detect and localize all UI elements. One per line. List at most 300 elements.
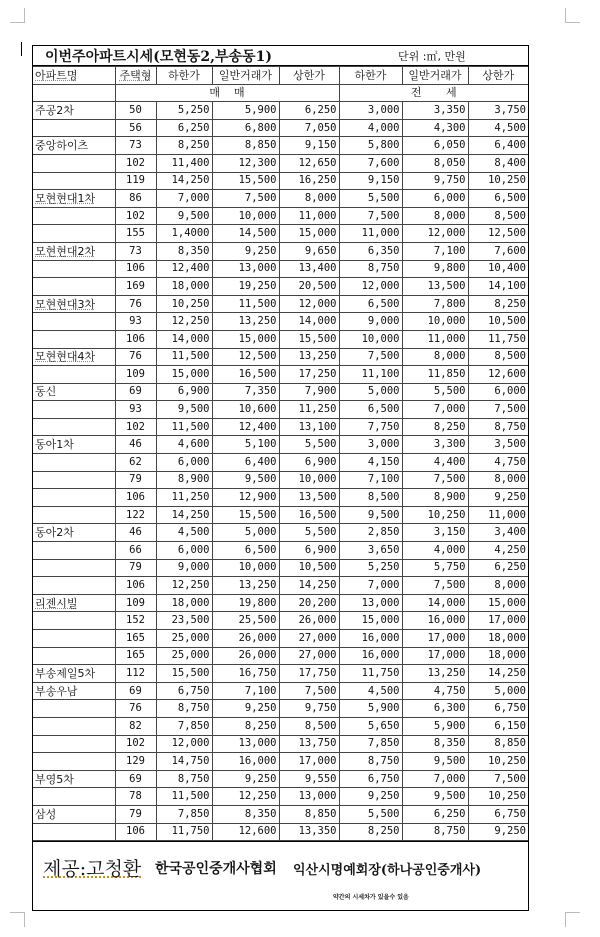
cell-unit-type: 69: [115, 682, 156, 700]
cell-sale-high: 7,500: [279, 682, 339, 700]
cell-apartment-name: [33, 612, 115, 630]
disclaimer-note: 약간의 시세차가 있을수 있음: [333, 894, 409, 902]
cell-apartment-name: [33, 753, 115, 771]
table-row: [33, 682, 528, 700]
cell-sale-low: 15,000: [156, 366, 212, 384]
cell-sale-low: 10,250: [156, 295, 212, 313]
cell-jeonse-avg: 8,000: [402, 348, 468, 366]
cell-apartment-name: [33, 717, 115, 735]
cell-sale-high: 11,250: [279, 401, 339, 419]
cell-sale-low: 25,000: [156, 630, 212, 648]
cell-sale-high: 13,500: [279, 489, 339, 507]
cell-jeonse-low: 11,750: [339, 665, 402, 683]
cell-jeonse-low: 7,600: [339, 154, 402, 172]
cell-apartment-name: [33, 823, 115, 841]
cell-sale-high: 12,650: [279, 154, 339, 172]
sheet-title: 이번주아파트시세(모현동2,부송동1): [45, 48, 272, 65]
cell-jeonse-avg: 9,500: [402, 753, 468, 771]
cell-sale-avg: 12,250: [212, 788, 279, 806]
cell-sale-low: 25,000: [156, 647, 212, 665]
cell-jeonse-high: 10,400: [468, 260, 528, 278]
table-row: [33, 612, 528, 630]
cell-sale-avg: 15,500: [212, 506, 279, 524]
cell-jeonse-avg: 5,900: [402, 717, 468, 735]
table-row: [33, 471, 528, 489]
cell-apartment-name: [33, 788, 115, 806]
cell-jeonse-low: 12,000: [339, 278, 402, 296]
cell-jeonse-avg: 6,250: [402, 805, 468, 823]
cell-sale-low: 11,500: [156, 418, 212, 436]
text-cursor: [21, 42, 22, 56]
cell-unit-type: 79: [115, 805, 156, 823]
cell-jeonse-avg: 9,800: [402, 260, 468, 278]
cell-sale-low: 11,400: [156, 154, 212, 172]
table-row: [33, 647, 528, 665]
cell-jeonse-low: 5,000: [339, 383, 402, 401]
cell-sale-low: 11,250: [156, 489, 212, 507]
table-row: [33, 313, 528, 331]
header-sale-low: 하한가: [156, 67, 212, 85]
header-row: [33, 67, 528, 85]
cell-sale-high: 13,750: [279, 735, 339, 753]
cell-sale-avg: 19,250: [212, 278, 279, 296]
cell-sale-avg: 5,100: [212, 436, 279, 454]
cell-jeonse-low: 15,000: [339, 612, 402, 630]
cell-sale-high: 6,900: [279, 542, 339, 560]
cell-jeonse-low: 13,000: [339, 594, 402, 612]
cell-sale-avg: 15,500: [212, 172, 279, 190]
cell-unit-type: 86: [115, 190, 156, 208]
cell-sale-low: 4,600: [156, 436, 212, 454]
cell-jeonse-high: 8,500: [468, 348, 528, 366]
cell-unit-type: 82: [115, 717, 156, 735]
cell-jeonse-low: 5,250: [339, 559, 402, 577]
cell-sale-low: 9,500: [156, 401, 212, 419]
cell-unit-type: 106: [115, 260, 156, 278]
cell-jeonse-low: 6,500: [339, 295, 402, 313]
table-row: [33, 172, 528, 190]
cell-unit-type: 79: [115, 471, 156, 489]
cell-jeonse-avg: 13,500: [402, 278, 468, 296]
cell-jeonse-low: 10,000: [339, 330, 402, 348]
cell-sale-avg: 14,500: [212, 225, 279, 243]
cell-sale-high: 13,100: [279, 418, 339, 436]
cell-sale-avg: 12,500: [212, 348, 279, 366]
cell-sale-high: 9,750: [279, 700, 339, 718]
cell-sale-high: 9,150: [279, 137, 339, 155]
cell-apartment-name: 부영5차: [33, 770, 115, 788]
chair-title: 익산시명예회장(하나공인중개사): [293, 863, 482, 879]
cell-sale-low: 6,250: [156, 119, 212, 137]
cell-jeonse-low: 3,650: [339, 542, 402, 560]
cell-sale-low: 8,250: [156, 137, 212, 155]
cell-sale-high: 6,900: [279, 454, 339, 472]
cell-sale-avg: 9,250: [212, 770, 279, 788]
cell-sale-low: 11,500: [156, 348, 212, 366]
cell-unit-type: 50: [115, 102, 156, 120]
cell-jeonse-avg: 5,500: [402, 383, 468, 401]
cell-sale-low: 12,250: [156, 313, 212, 331]
cell-jeonse-avg: 6,000: [402, 190, 468, 208]
cell-sale-high: 8,500: [279, 717, 339, 735]
cell-sale-avg: 10,600: [212, 401, 279, 419]
cell-jeonse-low: 5,800: [339, 137, 402, 155]
cell-sale-low: 9,000: [156, 559, 212, 577]
header-jeonse-high: 상한가: [468, 67, 528, 85]
cell-apartment-name: [33, 471, 115, 489]
cell-sale-low: 14,750: [156, 753, 212, 771]
unit-label: 단위 :㎡, 만원: [398, 49, 466, 63]
cell-unit-type: 169: [115, 278, 156, 296]
cell-sale-low: 5,250: [156, 102, 212, 120]
cell-jeonse-avg: 17,000: [402, 647, 468, 665]
table-row: [33, 418, 528, 436]
cell-jeonse-avg: 9,500: [402, 788, 468, 806]
cell-jeonse-high: 6,150: [468, 717, 528, 735]
cell-sale-low: 18,000: [156, 278, 212, 296]
cell-sale-high: 27,000: [279, 647, 339, 665]
cell-sale-low: 8,750: [156, 770, 212, 788]
cell-apartment-name: [33, 700, 115, 718]
table-row: [33, 102, 528, 120]
cell-sale-low: 12,250: [156, 577, 212, 595]
cell-sale-avg: 12,600: [212, 823, 279, 841]
cell-jeonse-avg: 11,000: [402, 330, 468, 348]
cell-jeonse-low: 3,000: [339, 102, 402, 120]
table-row: [33, 577, 528, 595]
cell-jeonse-avg: 7,100: [402, 242, 468, 260]
cell-jeonse-high: 4,250: [468, 542, 528, 560]
cell-sale-avg: 26,000: [212, 630, 279, 648]
cell-apartment-name: [33, 489, 115, 507]
cell-sale-high: 15,500: [279, 330, 339, 348]
cell-sale-low: 7,000: [156, 190, 212, 208]
cell-sale-high: 20,200: [279, 594, 339, 612]
table-row: [33, 594, 528, 612]
cell-sale-low: 12,400: [156, 260, 212, 278]
cell-sale-high: 8,850: [279, 805, 339, 823]
cell-sale-avg: 8,250: [212, 717, 279, 735]
cell-sale-high: 14,250: [279, 577, 339, 595]
cell-jeonse-high: 6,000: [468, 383, 528, 401]
cell-unit-type: 165: [115, 630, 156, 648]
cell-jeonse-high: 4,500: [468, 119, 528, 137]
cell-jeonse-low: 11,000: [339, 225, 402, 243]
cell-sale-low: 4,500: [156, 524, 212, 542]
cell-jeonse-avg: 10,250: [402, 506, 468, 524]
cell-sale-low: 9,500: [156, 207, 212, 225]
cell-sale-high: 14,000: [279, 313, 339, 331]
page-corner-mark: [10, 8, 25, 23]
cell-jeonse-avg: 13,250: [402, 665, 468, 683]
cell-jeonse-high: 14,100: [468, 278, 528, 296]
cell-unit-type: 106: [115, 577, 156, 595]
cell-apartment-name: [33, 542, 115, 560]
cell-jeonse-low: 9,500: [339, 506, 402, 524]
cell-jeonse-high: 10,500: [468, 313, 528, 331]
cell-jeonse-low: 4,500: [339, 682, 402, 700]
cell-sale-high: 9,650: [279, 242, 339, 260]
cell-sale-high: 5,500: [279, 524, 339, 542]
cell-sale-high: 15,000: [279, 225, 339, 243]
cell-unit-type: 69: [115, 383, 156, 401]
cell-jeonse-low: 16,000: [339, 647, 402, 665]
cell-unit-type: 106: [115, 330, 156, 348]
cell-unit-type: 122: [115, 506, 156, 524]
cell-apartment-name: [33, 278, 115, 296]
table-row: [33, 770, 528, 788]
cell-sale-high: 6,250: [279, 102, 339, 120]
cell-unit-type: 129: [115, 753, 156, 771]
cell-jeonse-low: 2,850: [339, 524, 402, 542]
cell-sale-avg: 13,000: [212, 735, 279, 753]
cell-jeonse-high: 3,400: [468, 524, 528, 542]
cell-apartment-name: [33, 330, 115, 348]
cell-jeonse-avg: 16,000: [402, 612, 468, 630]
table-row: [33, 436, 528, 454]
cell-sale-high: 13,350: [279, 823, 339, 841]
cell-jeonse-high: 7,500: [468, 401, 528, 419]
cell-sale-low: 18,000: [156, 594, 212, 612]
cell-sale-low: 6,900: [156, 383, 212, 401]
cell-jeonse-avg: 7,500: [402, 577, 468, 595]
table-row: [33, 330, 528, 348]
cell-sale-high: 13,250: [279, 348, 339, 366]
cell-jeonse-low: 9,000: [339, 313, 402, 331]
cell-apartment-name: 모현현대3차: [33, 295, 115, 313]
cell-unit-type: 112: [115, 665, 156, 683]
cell-apartment-name: 모현현대2차: [33, 242, 115, 260]
table-row: [33, 454, 528, 472]
cell-jeonse-low: 7,500: [339, 348, 402, 366]
table-row: [33, 295, 528, 313]
table-row: [33, 383, 528, 401]
cell-jeonse-high: 6,750: [468, 805, 528, 823]
cell-apartment-name: [33, 506, 115, 524]
cell-apartment-name: [33, 366, 115, 384]
cell-jeonse-avg: 14,000: [402, 594, 468, 612]
cell-apartment-name: 중앙하이츠: [33, 137, 115, 155]
cell-jeonse-high: 10,250: [468, 788, 528, 806]
cell-unit-type: 79: [115, 559, 156, 577]
cell-sale-avg: 8,850: [212, 137, 279, 155]
cell-unit-type: 66: [115, 542, 156, 560]
cell-jeonse-high: 12,600: [468, 366, 528, 384]
table-row: [33, 242, 528, 260]
table-row: [33, 735, 528, 753]
cell-jeonse-avg: 7,500: [402, 471, 468, 489]
cell-unit-type: 46: [115, 436, 156, 454]
cell-sale-avg: 10,000: [212, 207, 279, 225]
table-row: [33, 154, 528, 172]
cell-jeonse-low: 8,250: [339, 823, 402, 841]
title-row: [33, 46, 528, 66]
cell-sale-avg: 12,400: [212, 418, 279, 436]
cell-apartment-name: 동아1차: [33, 436, 115, 454]
cell-sale-high: 16,250: [279, 172, 339, 190]
group-blank: [33, 84, 115, 102]
cell-apartment-name: [33, 260, 115, 278]
cell-jeonse-avg: 6,050: [402, 137, 468, 155]
cell-jeonse-avg: 8,000: [402, 207, 468, 225]
cell-sale-low: 14,000: [156, 330, 212, 348]
cell-sale-high: 8,000: [279, 190, 339, 208]
cell-jeonse-avg: 5,750: [402, 559, 468, 577]
cell-unit-type: 73: [115, 137, 156, 155]
cell-jeonse-high: 8,400: [468, 154, 528, 172]
table-row: [33, 559, 528, 577]
cell-sale-avg: 6,800: [212, 119, 279, 137]
cell-apartment-name: [33, 559, 115, 577]
cell-sale-low: 7,850: [156, 717, 212, 735]
cell-jeonse-low: 8,750: [339, 260, 402, 278]
cell-sale-high: 7,050: [279, 119, 339, 137]
cell-sale-low: 14,250: [156, 172, 212, 190]
cell-jeonse-high: 12,500: [468, 225, 528, 243]
cell-jeonse-avg: 10,000: [402, 313, 468, 331]
table-row: [33, 823, 528, 841]
cell-sale-avg: 19,800: [212, 594, 279, 612]
cell-unit-type: 69: [115, 770, 156, 788]
cell-sale-avg: 9,250: [212, 242, 279, 260]
header-jeonse-avg: 일반거래가: [402, 67, 468, 85]
cell-jeonse-low: 4,150: [339, 454, 402, 472]
cell-jeonse-high: 3,500: [468, 436, 528, 454]
cell-jeonse-high: 8,250: [468, 295, 528, 313]
cell-sale-avg: 26,000: [212, 647, 279, 665]
cell-sale-avg: 15,000: [212, 330, 279, 348]
cell-jeonse-avg: 7,000: [402, 401, 468, 419]
cell-unit-type: 76: [115, 348, 156, 366]
cell-apartment-name: [33, 647, 115, 665]
cell-apartment-name: 모현현대4차: [33, 348, 115, 366]
cell-jeonse-low: 7,100: [339, 471, 402, 489]
cell-sale-low: 6,000: [156, 454, 212, 472]
cell-jeonse-high: 7,500: [468, 770, 528, 788]
cell-jeonse-avg: 8,050: [402, 154, 468, 172]
cell-sale-avg: 6,400: [212, 454, 279, 472]
cell-jeonse-high: 14,250: [468, 665, 528, 683]
cell-sale-low: 23,500: [156, 612, 212, 630]
cell-unit-type: 102: [115, 735, 156, 753]
cell-sale-low: 11,750: [156, 823, 212, 841]
cell-jeonse-high: 11,000: [468, 506, 528, 524]
cell-unit-type: 109: [115, 594, 156, 612]
cell-sale-avg: 16,000: [212, 753, 279, 771]
cell-sale-high: 11,000: [279, 207, 339, 225]
cell-sale-avg: 12,300: [212, 154, 279, 172]
cell-sale-low: 7,850: [156, 805, 212, 823]
cell-sale-avg: 9,250: [212, 700, 279, 718]
table-row: [33, 190, 528, 208]
cell-jeonse-low: 8,500: [339, 489, 402, 507]
cell-sale-high: 17,250: [279, 366, 339, 384]
cell-jeonse-high: 6,400: [468, 137, 528, 155]
cell-apartment-name: 부송제일5차: [33, 665, 115, 683]
cell-jeonse-high: 8,500: [468, 207, 528, 225]
table-row: [33, 260, 528, 278]
cell-sale-low: 11,500: [156, 788, 212, 806]
table-row: [33, 348, 528, 366]
cell-apartment-name: 리젠시빌: [33, 594, 115, 612]
cell-unit-type: 76: [115, 700, 156, 718]
cell-sale-high: 5,500: [279, 436, 339, 454]
cell-unit-type: 119: [115, 172, 156, 190]
cell-jeonse-high: 3,750: [468, 102, 528, 120]
cell-unit-type: 106: [115, 823, 156, 841]
cell-sale-high: 7,900: [279, 383, 339, 401]
cell-sale-avg: 7,500: [212, 190, 279, 208]
cell-jeonse-low: 3,000: [339, 436, 402, 454]
cell-jeonse-avg: 7,000: [402, 770, 468, 788]
cell-jeonse-avg: 8,250: [402, 418, 468, 436]
cell-apartment-name: [33, 577, 115, 595]
cell-jeonse-high: 10,250: [468, 172, 528, 190]
table-row: [33, 788, 528, 806]
cell-jeonse-high: 8,750: [468, 418, 528, 436]
cell-jeonse-high: 5,000: [468, 682, 528, 700]
cell-sale-high: 17,000: [279, 753, 339, 771]
cell-sale-low: 14,250: [156, 506, 212, 524]
cell-unit-type: 102: [115, 418, 156, 436]
cell-sale-high: 20,500: [279, 278, 339, 296]
cell-apartment-name: 동아2차: [33, 524, 115, 542]
cell-jeonse-high: 6,750: [468, 700, 528, 718]
association-name: 한국공인중개사협회: [155, 861, 277, 878]
cell-sale-high: 10,500: [279, 559, 339, 577]
cell-jeonse-high: 8,850: [468, 735, 528, 753]
cell-sale-high: 13,400: [279, 260, 339, 278]
cell-sale-avg: 16,500: [212, 366, 279, 384]
cell-sale-avg: 7,350: [212, 383, 279, 401]
cell-jeonse-high: 9,250: [468, 823, 528, 841]
cell-jeonse-low: 7,750: [339, 418, 402, 436]
table-row: [33, 717, 528, 735]
table-row: [33, 524, 528, 542]
price-table: [33, 66, 528, 841]
cell-apartment-name: [33, 119, 115, 137]
cell-apartment-name: [33, 154, 115, 172]
cell-jeonse-low: 5,900: [339, 700, 402, 718]
table-row: [33, 137, 528, 155]
cell-jeonse-low: 5,500: [339, 805, 402, 823]
provider-credit: 제공:고청환: [43, 858, 142, 881]
cell-jeonse-low: 8,750: [339, 753, 402, 771]
cell-sale-low: 8,350: [156, 242, 212, 260]
table-row: [33, 753, 528, 771]
cell-unit-type: 93: [115, 313, 156, 331]
table-row: [33, 665, 528, 683]
cell-jeonse-low: 16,000: [339, 630, 402, 648]
cell-jeonse-high: 6,250: [468, 559, 528, 577]
cell-apartment-name: 부송우남: [33, 682, 115, 700]
table-row: [33, 119, 528, 137]
cell-unit-type: 102: [115, 207, 156, 225]
cell-apartment-name: [33, 630, 115, 648]
cell-jeonse-low: 9,150: [339, 172, 402, 190]
cell-jeonse-low: 6,500: [339, 401, 402, 419]
cell-jeonse-high: 11,750: [468, 330, 528, 348]
cell-jeonse-high: 18,000: [468, 630, 528, 648]
cell-jeonse-low: 6,750: [339, 770, 402, 788]
cell-apartment-name: 모현현대1차: [33, 190, 115, 208]
cell-unit-type: 93: [115, 401, 156, 419]
cell-jeonse-avg: 17,000: [402, 630, 468, 648]
header-apartment-name: 아파트명: [33, 67, 115, 85]
price-sheet: [32, 45, 529, 911]
cell-sale-high: 13,000: [279, 788, 339, 806]
table-row: [33, 207, 528, 225]
